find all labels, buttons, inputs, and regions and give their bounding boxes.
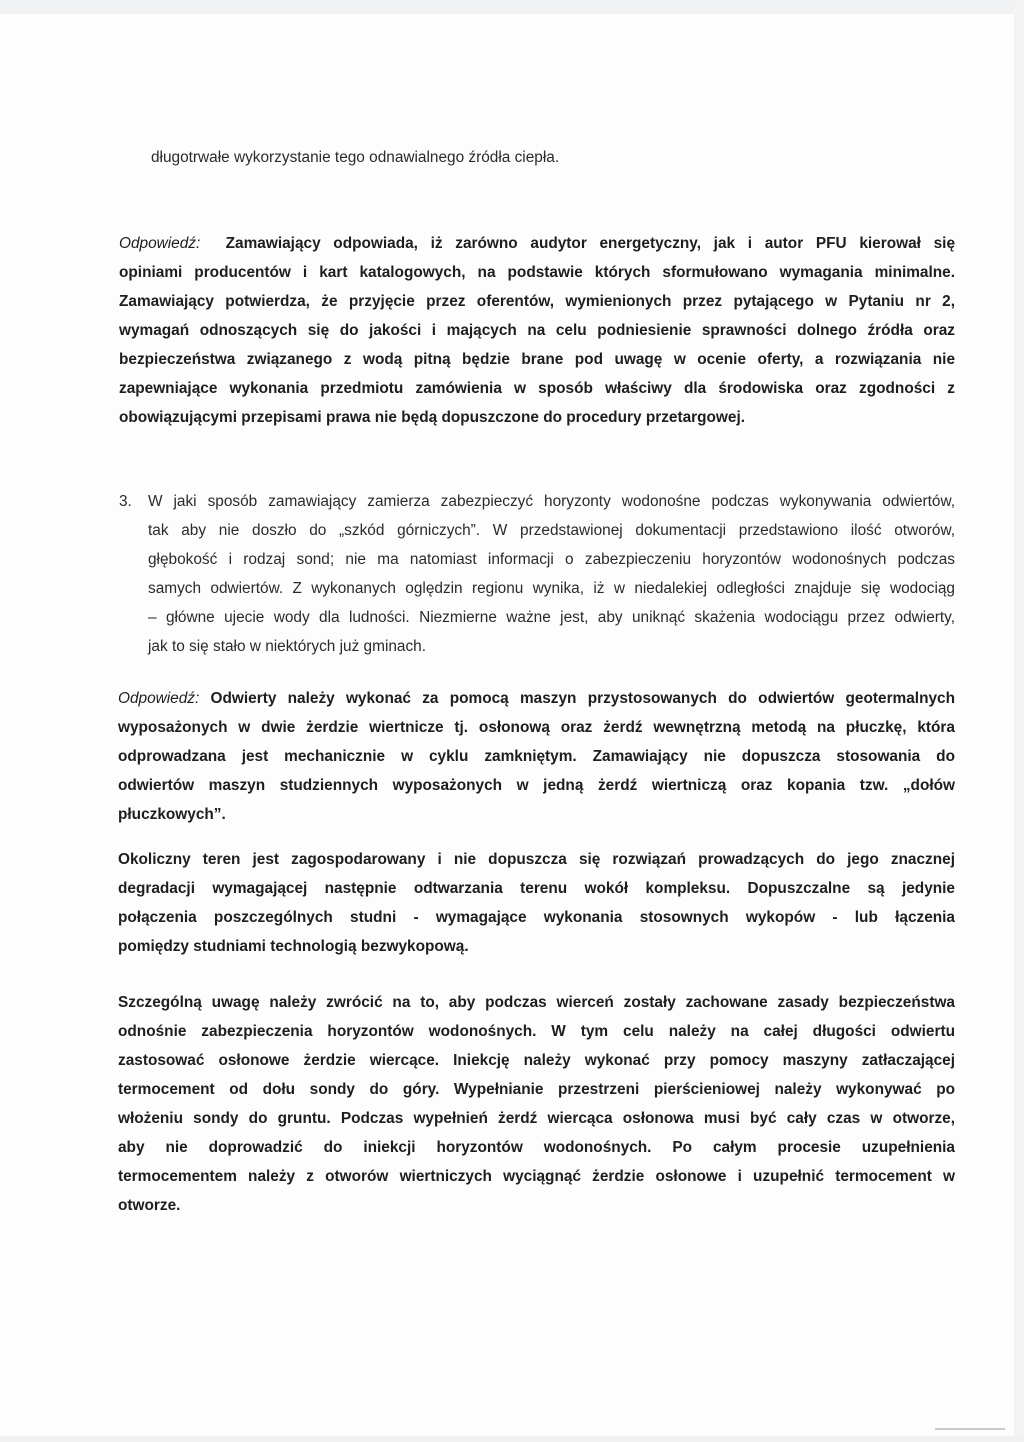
answer-3-p2-line-2: degradacji wymagającej następnie odtwarzania terenu wokół kompleksu. Dopuszczalne są jedynie: [118, 880, 955, 897]
answer-3-paragraph-1: [118, 684, 955, 829]
answer-3-p1-line-5: płuczkowych”.: [118, 806, 226, 823]
answer-1-line-5: bezpieczeństwa związanego z wodą pitną będzie brane pod uwagę w ocenie oferty, a rozwiązania nie: [119, 351, 955, 368]
answer-3-paragraph-2: [118, 845, 955, 961]
answer-1-label: Odpowiedź:: [119, 235, 201, 252]
intro-line: [151, 143, 559, 172]
answer-3-p3-line-4: termocement od dołu sondy do góry. Wypełnianie przestrzeni pierścieniowej należy wykonywać po: [118, 1081, 955, 1098]
answer-1-line-7: obowiązującymi przepisami prawa nie będą dopuszczone do procedury przetargowej.: [119, 409, 746, 426]
question-3-line-4: samych odwiertów. Z wykonanych oględzin regionu wynika, iż w niedalekiej odległości znajduje się wodociąg: [148, 580, 955, 597]
answer-3-p3-line-1: Szczególną uwagę należy zwrócić na to, aby podczas wierceń zostały zachowane zasady bezpieczeństwa: [118, 994, 955, 1011]
answer-1-line-1: [119, 229, 955, 258]
answer-3-p3-line-6: aby nie doprowadzić do iniekcji horyzontów wodonośnych. Po całym procesie uzupełnienia: [118, 1139, 955, 1156]
answer-1-line-1-text: Zamawiający odpowiada, iż zarówno audytor energetyczny, jak i autor PFU kierował się: [225, 235, 955, 252]
answer-3-p1-line-2: wyposażonych w dwie żerdzie wiertnicze tj. osłonową oraz żerdź wewnętrzną metodą na płuczkę, która: [118, 719, 955, 736]
answer-3-label: Odpowiedź:: [118, 690, 200, 707]
question-3-line-5: – główne ujecie wody dla ludności. Niezmierne ważne jest, aby uniknąć skażenia wodociągu przez odwierty,: [148, 609, 955, 626]
answer-3-p1-line-3: odprowadzana jest mechanicznie w cyklu zamkniętym. Zamawiający nie dopuszcza stosowania do: [118, 748, 955, 765]
answer-3-paragraph-3: [118, 988, 955, 1220]
answer-3-p3-line-7: termocementem należy z otworów wiertniczych wyciągnąć żerdzie osłonowe i uzupełnić termocement w: [118, 1168, 955, 1185]
question-3-line-1: W jaki sposób zamawiający zamierza zabezpieczyć horyzonty wodonośne podczas wykonywania odwiertów,: [148, 493, 955, 510]
answer-3-p3-line-3: zastosować osłonowe żerdzie wiercące. Iniekcję należy wykonać przy pomocy maszyny zatłaczającej: [118, 1052, 955, 1069]
scan-edge-bottom: [0, 1436, 1024, 1442]
answer-3-p1-line-4: odwiertów maszyn studziennych wyposażonych w jedną żerdź wiertniczą oraz kopania tzw. „dołów: [118, 777, 955, 794]
answer-1-line-4: wymagań odnoszących się do jakości i mających na celu podniesienie sprawności dolnego źródła oraz: [119, 322, 955, 339]
answer-3-p3-line-5: włożeniu sondy do gruntu. Podczas wypełnień żerdź wiercąca osłonowa musi być cały czas w otworze,: [118, 1110, 955, 1127]
answer-1-line-3: Zamawiający potwierdza, że przyjęcie przez oferentów, wymienionych przez pytającego w Pytaniu nr 2,: [119, 293, 955, 310]
answer-3-p2-line-4: pomiędzy studniami technologią bezwykopową.: [118, 938, 469, 955]
question-3-line-3: głębokość i rodzaj sond; nie ma natomiast informacji o zabezpieczeniu horyzontów wodonośnych podczas: [148, 551, 955, 568]
answer-3-p1-line-1: [118, 684, 955, 713]
answer-3-p3-line-2: odnośnie zabezpieczenia horyzontów wodonośnych. W tym celu należy na całej długości odwiertu: [118, 1023, 955, 1040]
intro-text: długotrwałe wykorzystanie tego odnawialnego źródła ciepła.: [151, 149, 560, 166]
question-3-line-2: tak aby nie doszło do „szkód górniczych”. W przedstawionej dokumentacji przedstawiono ilość otworów,: [148, 522, 955, 539]
question-3-line-6: jak to się stało w niektórych już gminach.: [148, 638, 427, 655]
answer-3-p2-line-3: połączenia poszczególnych studni - wymagające wykonania stosownych wykopów - lub łączenia: [118, 909, 955, 926]
question-3-number: 3.: [119, 493, 132, 510]
answer-1-line-2: opiniami producentów i kart katalogowych, na podstawie których sformułowano wymagania minimalne.: [119, 264, 955, 281]
answer-3-p2-line-1: Okoliczny teren jest zagospodarowany i nie dopuszcza się rozwiązań prowadzących do jego znacznej: [118, 851, 955, 868]
scan-edge-top: [0, 0, 1024, 14]
question-3: [148, 487, 955, 661]
answer-1: [119, 229, 955, 432]
answer-3-p1-line-1-text: Odwierty należy wykonać za pomocą maszyn przystosowanych do odwiertów geotermalnych: [210, 690, 955, 707]
answer-3-p3-line-8: otworze.: [118, 1197, 181, 1214]
answer-1-line-6: zapewniające wykonania przedmiotu zamówienia w sposób właściwy dla środowiska oraz zgodności z: [119, 380, 955, 397]
scan-corner-mark: [935, 1428, 1005, 1430]
scan-edge-right: [1014, 0, 1024, 1442]
